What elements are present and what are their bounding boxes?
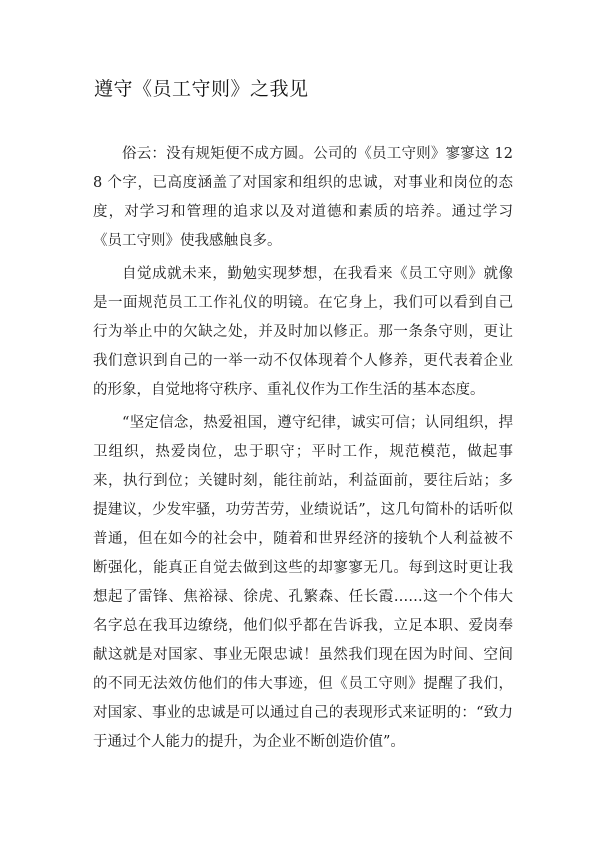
paragraph-2: 自觉成就未来，勤勉实现梦想，在我看来《员工守则》就像是一面规范员工工作礼仪的明镜。在它身上，我们可以看到自己行为举止中的欠缺之处，并及时加以修正。那一条条守则，更让我们意识到自己的一举一动不仅体现着个人修养，更代表着企业的形象，自觉地将守秩序、重礼仪作为工作生活的基本态度。 — [93, 266, 513, 398]
document-body — [93, 140, 513, 761]
document-title: 遵守《员工守则》之我见 — [94, 78, 309, 100]
paragraph-3: “坚定信念，热爱祖国，遵守纪律，诚实可信；认同组织，捍卫组织，热爱岗位，忠于职守；平时工作，规范模范，做起事来，执行到位；关键时刻，能往前站，利益面前，要往后站；多提建议，少发牢骚，功劳苦劳，业绩说话”，这几句简朴的话听似普通，但在如今的社会中，随着和世界经济的接轨个人利益被不断强化，能真正自觉去做到这些的却寥寥无几。每到这时更让我想起了雷锋、焦裕禄、徐虎、孔繁森、任长霞……这一个个伟大名字总在我耳边缭绕，他们似乎都在告诉我，立足本职、爱岗奉献这就是对国家、事业无限忠诚！虽然我们现在因为时间、空间的不同无法效仿他们的伟大事迹，但《员工守则》提醒了我们，对国家、事业的忠诚是可以通过自己的表现形式来证明的：“致力于通过个人能力的提升，为企业不断创造价值”。 — [93, 415, 513, 750]
paragraph-1: 俗云：没有规矩便不成方圆。公司的《员工守则》寥寥这 128 个字，已高度涵盖了对国家和组织的忠诚，对事业和岗位的态度，对学习和管理的追求以及对道德和素质的培养。通过学习《员工守则》使我感触良多。 — [93, 146, 513, 249]
